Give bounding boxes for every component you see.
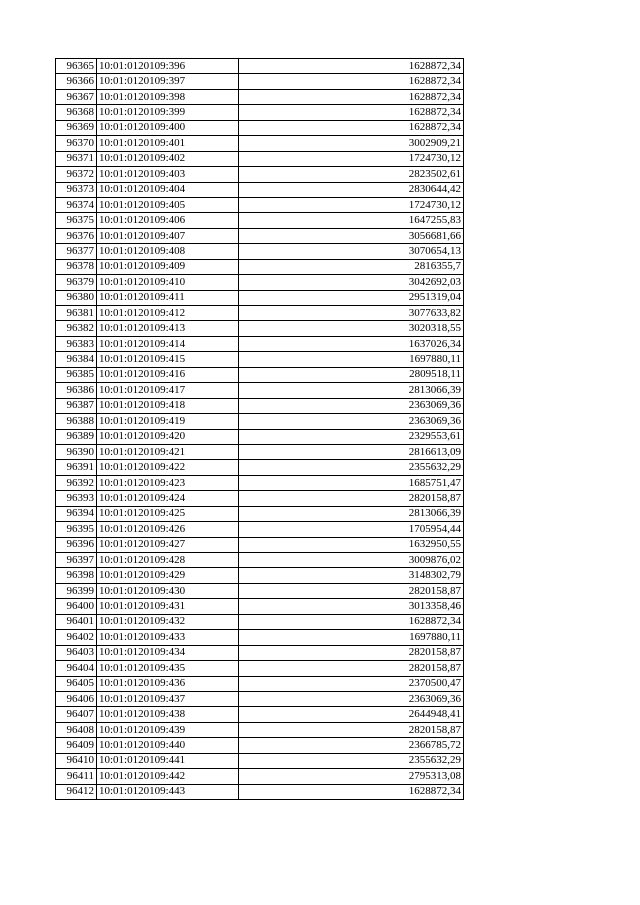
table-row: [56, 753, 464, 768]
table-row: [56, 105, 464, 120]
row-number-cell: 96408: [56, 722, 97, 737]
cadastral-number-cell: 10:01:0120109:411: [97, 290, 239, 305]
table-row: [56, 59, 464, 74]
table-row: [56, 367, 464, 382]
row-number-cell: 96374: [56, 197, 97, 212]
table-row: [56, 537, 464, 552]
amount-cell: 2809518,11: [239, 367, 464, 382]
amount-cell: 1705954,44: [239, 522, 464, 537]
cadastral-number-cell: 10:01:0120109:439: [97, 722, 239, 737]
table-row: [56, 151, 464, 166]
cadastral-number-cell: 10:01:0120109:427: [97, 537, 239, 552]
amount-cell: 2813066,39: [239, 383, 464, 398]
amount-cell: 2820158,87: [239, 645, 464, 660]
amount-cell: 1697880,11: [239, 630, 464, 645]
table-row: [56, 599, 464, 614]
cadastral-number-cell: 10:01:0120109:409: [97, 259, 239, 274]
row-number-cell: 96393: [56, 491, 97, 506]
amount-cell: 3056681,66: [239, 228, 464, 243]
cadastral-number-cell: 10:01:0120109:414: [97, 336, 239, 351]
cadastral-number-cell: 10:01:0120109:421: [97, 444, 239, 459]
cadastral-number-cell: 10:01:0120109:415: [97, 352, 239, 367]
table-row: [56, 614, 464, 629]
table-row: [56, 228, 464, 243]
row-number-cell: 96386: [56, 383, 97, 398]
amount-cell: 2820158,87: [239, 491, 464, 506]
amount-cell: 2363069,36: [239, 398, 464, 413]
row-number-cell: 96379: [56, 275, 97, 290]
amount-cell: 3077633,82: [239, 306, 464, 321]
table-row: [56, 336, 464, 351]
row-number-cell: 96366: [56, 74, 97, 89]
table-row: [56, 722, 464, 737]
table-row: [56, 661, 464, 676]
cadastral-number-cell: 10:01:0120109:412: [97, 306, 239, 321]
cadastral-number-cell: 10:01:0120109:434: [97, 645, 239, 660]
amount-cell: 1685751,47: [239, 475, 464, 490]
amount-cell: 2355632,29: [239, 753, 464, 768]
table-row: [56, 630, 464, 645]
amount-cell: 3070654,13: [239, 244, 464, 259]
amount-cell: 2830644,42: [239, 182, 464, 197]
cadastral-number-cell: 10:01:0120109:400: [97, 120, 239, 135]
row-number-cell: 96384: [56, 352, 97, 367]
row-number-cell: 96370: [56, 136, 97, 151]
table-row: [56, 306, 464, 321]
amount-cell: 1637026,34: [239, 336, 464, 351]
cadastral-number-cell: 10:01:0120109:398: [97, 89, 239, 104]
cadastral-number-cell: 10:01:0120109:399: [97, 105, 239, 120]
amount-cell: 3020318,55: [239, 321, 464, 336]
cadastral-number-cell: 10:01:0120109:432: [97, 614, 239, 629]
row-number-cell: 96396: [56, 537, 97, 552]
table-row: [56, 290, 464, 305]
table-row: [56, 769, 464, 784]
amount-cell: 2813066,39: [239, 506, 464, 521]
row-number-cell: 96392: [56, 475, 97, 490]
cadastral-number-cell: 10:01:0120109:410: [97, 275, 239, 290]
table-row: [56, 136, 464, 151]
amount-cell: 3002909,21: [239, 136, 464, 151]
amount-cell: 2823502,61: [239, 167, 464, 182]
cadastral-number-cell: 10:01:0120109:438: [97, 707, 239, 722]
table-row: [56, 738, 464, 753]
amount-cell: 1647255,83: [239, 213, 464, 228]
table-row: [56, 74, 464, 89]
amount-cell: 1628872,34: [239, 59, 464, 74]
amount-cell: 2820158,87: [239, 722, 464, 737]
amount-cell: 2820158,87: [239, 583, 464, 598]
row-number-cell: 96394: [56, 506, 97, 521]
cadastral-number-cell: 10:01:0120109:430: [97, 583, 239, 598]
row-number-cell: 96409: [56, 738, 97, 753]
cadastral-number-cell: 10:01:0120109:396: [97, 59, 239, 74]
amount-cell: 1628872,34: [239, 120, 464, 135]
row-number-cell: 96398: [56, 568, 97, 583]
table-row: [56, 352, 464, 367]
cadastral-number-cell: 10:01:0120109:422: [97, 460, 239, 475]
table-body: [56, 59, 464, 800]
cadastral-number-cell: 10:01:0120109:403: [97, 167, 239, 182]
cadastral-number-cell: 10:01:0120109:420: [97, 429, 239, 444]
cadastral-number-cell: 10:01:0120109:429: [97, 568, 239, 583]
row-number-cell: 96407: [56, 707, 97, 722]
row-number-cell: 96403: [56, 645, 97, 660]
amount-cell: 2644948,41: [239, 707, 464, 722]
row-number-cell: 96400: [56, 599, 97, 614]
row-number-cell: 96401: [56, 614, 97, 629]
cadastral-number-cell: 10:01:0120109:428: [97, 553, 239, 568]
row-number-cell: 96410: [56, 753, 97, 768]
table-row: [56, 460, 464, 475]
cadastral-number-cell: 10:01:0120109:404: [97, 182, 239, 197]
table-row: [56, 568, 464, 583]
cadastral-number-cell: 10:01:0120109:441: [97, 753, 239, 768]
cadastral-number-cell: 10:01:0120109:436: [97, 676, 239, 691]
amount-cell: 1628872,34: [239, 74, 464, 89]
amount-cell: 2370500,47: [239, 676, 464, 691]
table-row: [56, 244, 464, 259]
table-row: [56, 553, 464, 568]
amount-cell: 2355632,29: [239, 460, 464, 475]
row-number-cell: 96367: [56, 89, 97, 104]
cadastral-number-cell: 10:01:0120109:413: [97, 321, 239, 336]
amount-cell: 2951319,04: [239, 290, 464, 305]
table-row: [56, 167, 464, 182]
amount-cell: 2363069,36: [239, 414, 464, 429]
table-row: [56, 784, 464, 799]
row-number-cell: 96411: [56, 769, 97, 784]
row-number-cell: 96385: [56, 367, 97, 382]
cadastral-number-cell: 10:01:0120109:437: [97, 691, 239, 706]
row-number-cell: 96389: [56, 429, 97, 444]
amount-cell: 1724730,12: [239, 151, 464, 166]
cadastral-number-cell: 10:01:0120109:419: [97, 414, 239, 429]
table-row: [56, 707, 464, 722]
table-row: [56, 398, 464, 413]
amount-cell: 2329553,61: [239, 429, 464, 444]
table-row: [56, 491, 464, 506]
row-number-cell: 96402: [56, 630, 97, 645]
amount-cell: 2366785,72: [239, 738, 464, 753]
cadastral-number-cell: 10:01:0120109:431: [97, 599, 239, 614]
row-number-cell: 96412: [56, 784, 97, 799]
amount-cell: 2363069,36: [239, 691, 464, 706]
cadastral-number-cell: 10:01:0120109:442: [97, 769, 239, 784]
cadastral-number-cell: 10:01:0120109:408: [97, 244, 239, 259]
amount-cell: 1724730,12: [239, 197, 464, 212]
row-number-cell: 96406: [56, 691, 97, 706]
cadastral-number-cell: 10:01:0120109:440: [97, 738, 239, 753]
row-number-cell: 96387: [56, 398, 97, 413]
cadastral-number-cell: 10:01:0120109:424: [97, 491, 239, 506]
cadastral-number-cell: 10:01:0120109:418: [97, 398, 239, 413]
table-row: [56, 89, 464, 104]
cadastral-number-cell: 10:01:0120109:397: [97, 74, 239, 89]
table-row: [56, 182, 464, 197]
row-number-cell: 96365: [56, 59, 97, 74]
table-row: [56, 583, 464, 598]
row-number-cell: 96373: [56, 182, 97, 197]
row-number-cell: 96378: [56, 259, 97, 274]
cadastral-number-cell: 10:01:0120109:407: [97, 228, 239, 243]
row-number-cell: 96377: [56, 244, 97, 259]
amount-cell: 3013358,46: [239, 599, 464, 614]
table-row: [56, 414, 464, 429]
row-number-cell: 96383: [56, 336, 97, 351]
row-number-cell: 96371: [56, 151, 97, 166]
row-number-cell: 96404: [56, 661, 97, 676]
row-number-cell: 96382: [56, 321, 97, 336]
cadastral-number-cell: 10:01:0120109:423: [97, 475, 239, 490]
cadastral-number-cell: 10:01:0120109:433: [97, 630, 239, 645]
cadastral-number-cell: 10:01:0120109:405: [97, 197, 239, 212]
amount-cell: 3009876,02: [239, 553, 464, 568]
cadastral-number-cell: 10:01:0120109:402: [97, 151, 239, 166]
table-row: [56, 321, 464, 336]
cadastral-number-cell: 10:01:0120109:406: [97, 213, 239, 228]
table-row: [56, 444, 464, 459]
row-number-cell: 96390: [56, 444, 97, 459]
table-row: [56, 522, 464, 537]
row-number-cell: 96375: [56, 213, 97, 228]
row-number-cell: 96368: [56, 105, 97, 120]
row-number-cell: 96388: [56, 414, 97, 429]
table-row: [56, 429, 464, 444]
table-row: [56, 475, 464, 490]
amount-cell: 2820158,87: [239, 661, 464, 676]
table-row: [56, 676, 464, 691]
cadastral-number-cell: 10:01:0120109:416: [97, 367, 239, 382]
data-table: [55, 58, 464, 800]
row-number-cell: 96381: [56, 306, 97, 321]
cadastral-number-cell: 10:01:0120109:435: [97, 661, 239, 676]
amount-cell: 1628872,34: [239, 105, 464, 120]
row-number-cell: 96369: [56, 120, 97, 135]
row-number-cell: 96405: [56, 676, 97, 691]
table-row: [56, 691, 464, 706]
row-number-cell: 96376: [56, 228, 97, 243]
amount-cell: 3148302,79: [239, 568, 464, 583]
amount-cell: 1628872,34: [239, 784, 464, 799]
cadastral-number-cell: 10:01:0120109:401: [97, 136, 239, 151]
table-row: [56, 120, 464, 135]
row-number-cell: 96397: [56, 553, 97, 568]
table-row: [56, 197, 464, 212]
amount-cell: 1632950,55: [239, 537, 464, 552]
amount-cell: 1628872,34: [239, 89, 464, 104]
row-number-cell: 96372: [56, 167, 97, 182]
cadastral-number-cell: 10:01:0120109:426: [97, 522, 239, 537]
table-row: [56, 383, 464, 398]
row-number-cell: 96399: [56, 583, 97, 598]
table-row: [56, 213, 464, 228]
amount-cell: 1628872,34: [239, 614, 464, 629]
amount-cell: 3042692,03: [239, 275, 464, 290]
row-number-cell: 96391: [56, 460, 97, 475]
row-number-cell: 96380: [56, 290, 97, 305]
table-row: [56, 645, 464, 660]
cadastral-number-cell: 10:01:0120109:443: [97, 784, 239, 799]
amount-cell: 2816355,7: [239, 259, 464, 274]
cadastral-number-cell: 10:01:0120109:425: [97, 506, 239, 521]
amount-cell: 2816613,09: [239, 444, 464, 459]
row-number-cell: 96395: [56, 522, 97, 537]
amount-cell: 2795313,08: [239, 769, 464, 784]
table-row: [56, 275, 464, 290]
table-row: [56, 259, 464, 274]
amount-cell: 1697880,11: [239, 352, 464, 367]
table-row: [56, 506, 464, 521]
cadastral-number-cell: 10:01:0120109:417: [97, 383, 239, 398]
